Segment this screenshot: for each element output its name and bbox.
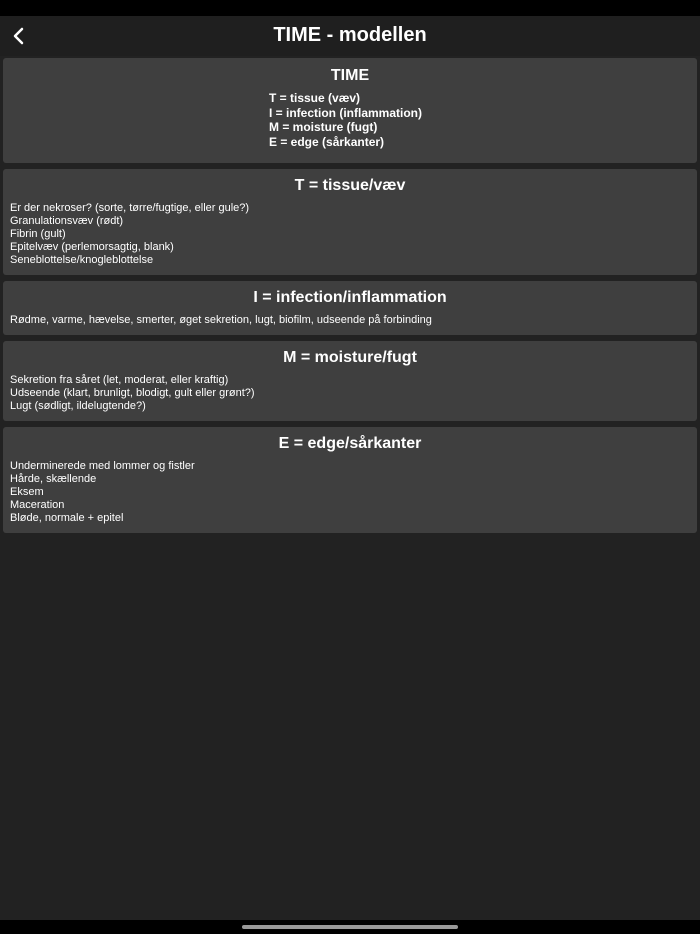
section-line: Sekretion fra såret (let, moderat, eller kraftig): [10, 374, 229, 386]
section-line: Er der nekroser? (sorte, tørre/fugtige, eller gule?): [10, 202, 250, 214]
page-title: TIME - modellen: [273, 24, 427, 46]
section-card-infection: [3, 281, 697, 335]
section-line: Udseende (klart, brunligt, blodigt, gult eller grønt?): [10, 387, 255, 399]
section-title: E = edge/sårkanter: [278, 435, 422, 452]
section-line: Rødme, varme, hævelse, smerter, øget sekretion, lugt, biofilm, udseende på forbinding: [10, 314, 432, 326]
section-line: Seneblottelse/knogleblottelse: [10, 254, 154, 266]
section-line: M = moisture (fugt): [269, 120, 378, 134]
section-line: Hårde, skællende: [10, 473, 97, 485]
section-title: TIME: [330, 67, 370, 84]
section-card-moisture: [3, 341, 697, 421]
navigation-bar: [0, 16, 700, 56]
home-indicator[interactable]: [242, 925, 458, 929]
section-card-edge: [3, 427, 697, 533]
section-card-time: [3, 58, 697, 163]
section-line: Fibrin (gult): [10, 228, 66, 240]
section-line: Underminerede med lommer og fistler: [10, 460, 195, 472]
section-title: M = moisture/fugt: [283, 349, 417, 366]
section-line: Lugt (sødligt, ildelugtende?): [10, 400, 146, 412]
section-title: I = infection/inflammation: [253, 289, 447, 306]
section-card-tissue: [3, 169, 697, 275]
section-line: T = tissue (væv): [269, 91, 361, 105]
section-line: Maceration: [10, 499, 65, 511]
section-line: Eksem: [10, 486, 44, 498]
section-line: E = edge (sårkanter): [269, 134, 385, 149]
section-line: Granulationsvæv (rødt): [10, 215, 124, 227]
status-bar: [0, 0, 700, 16]
section-line: Epitelvæv (perlemorsagtig, blank): [10, 241, 174, 253]
section-line: I = infection (inflammation): [269, 105, 423, 120]
section-title: T = tissue/væv: [294, 177, 406, 194]
section-line: Bløde, normale + epitel: [10, 512, 124, 524]
